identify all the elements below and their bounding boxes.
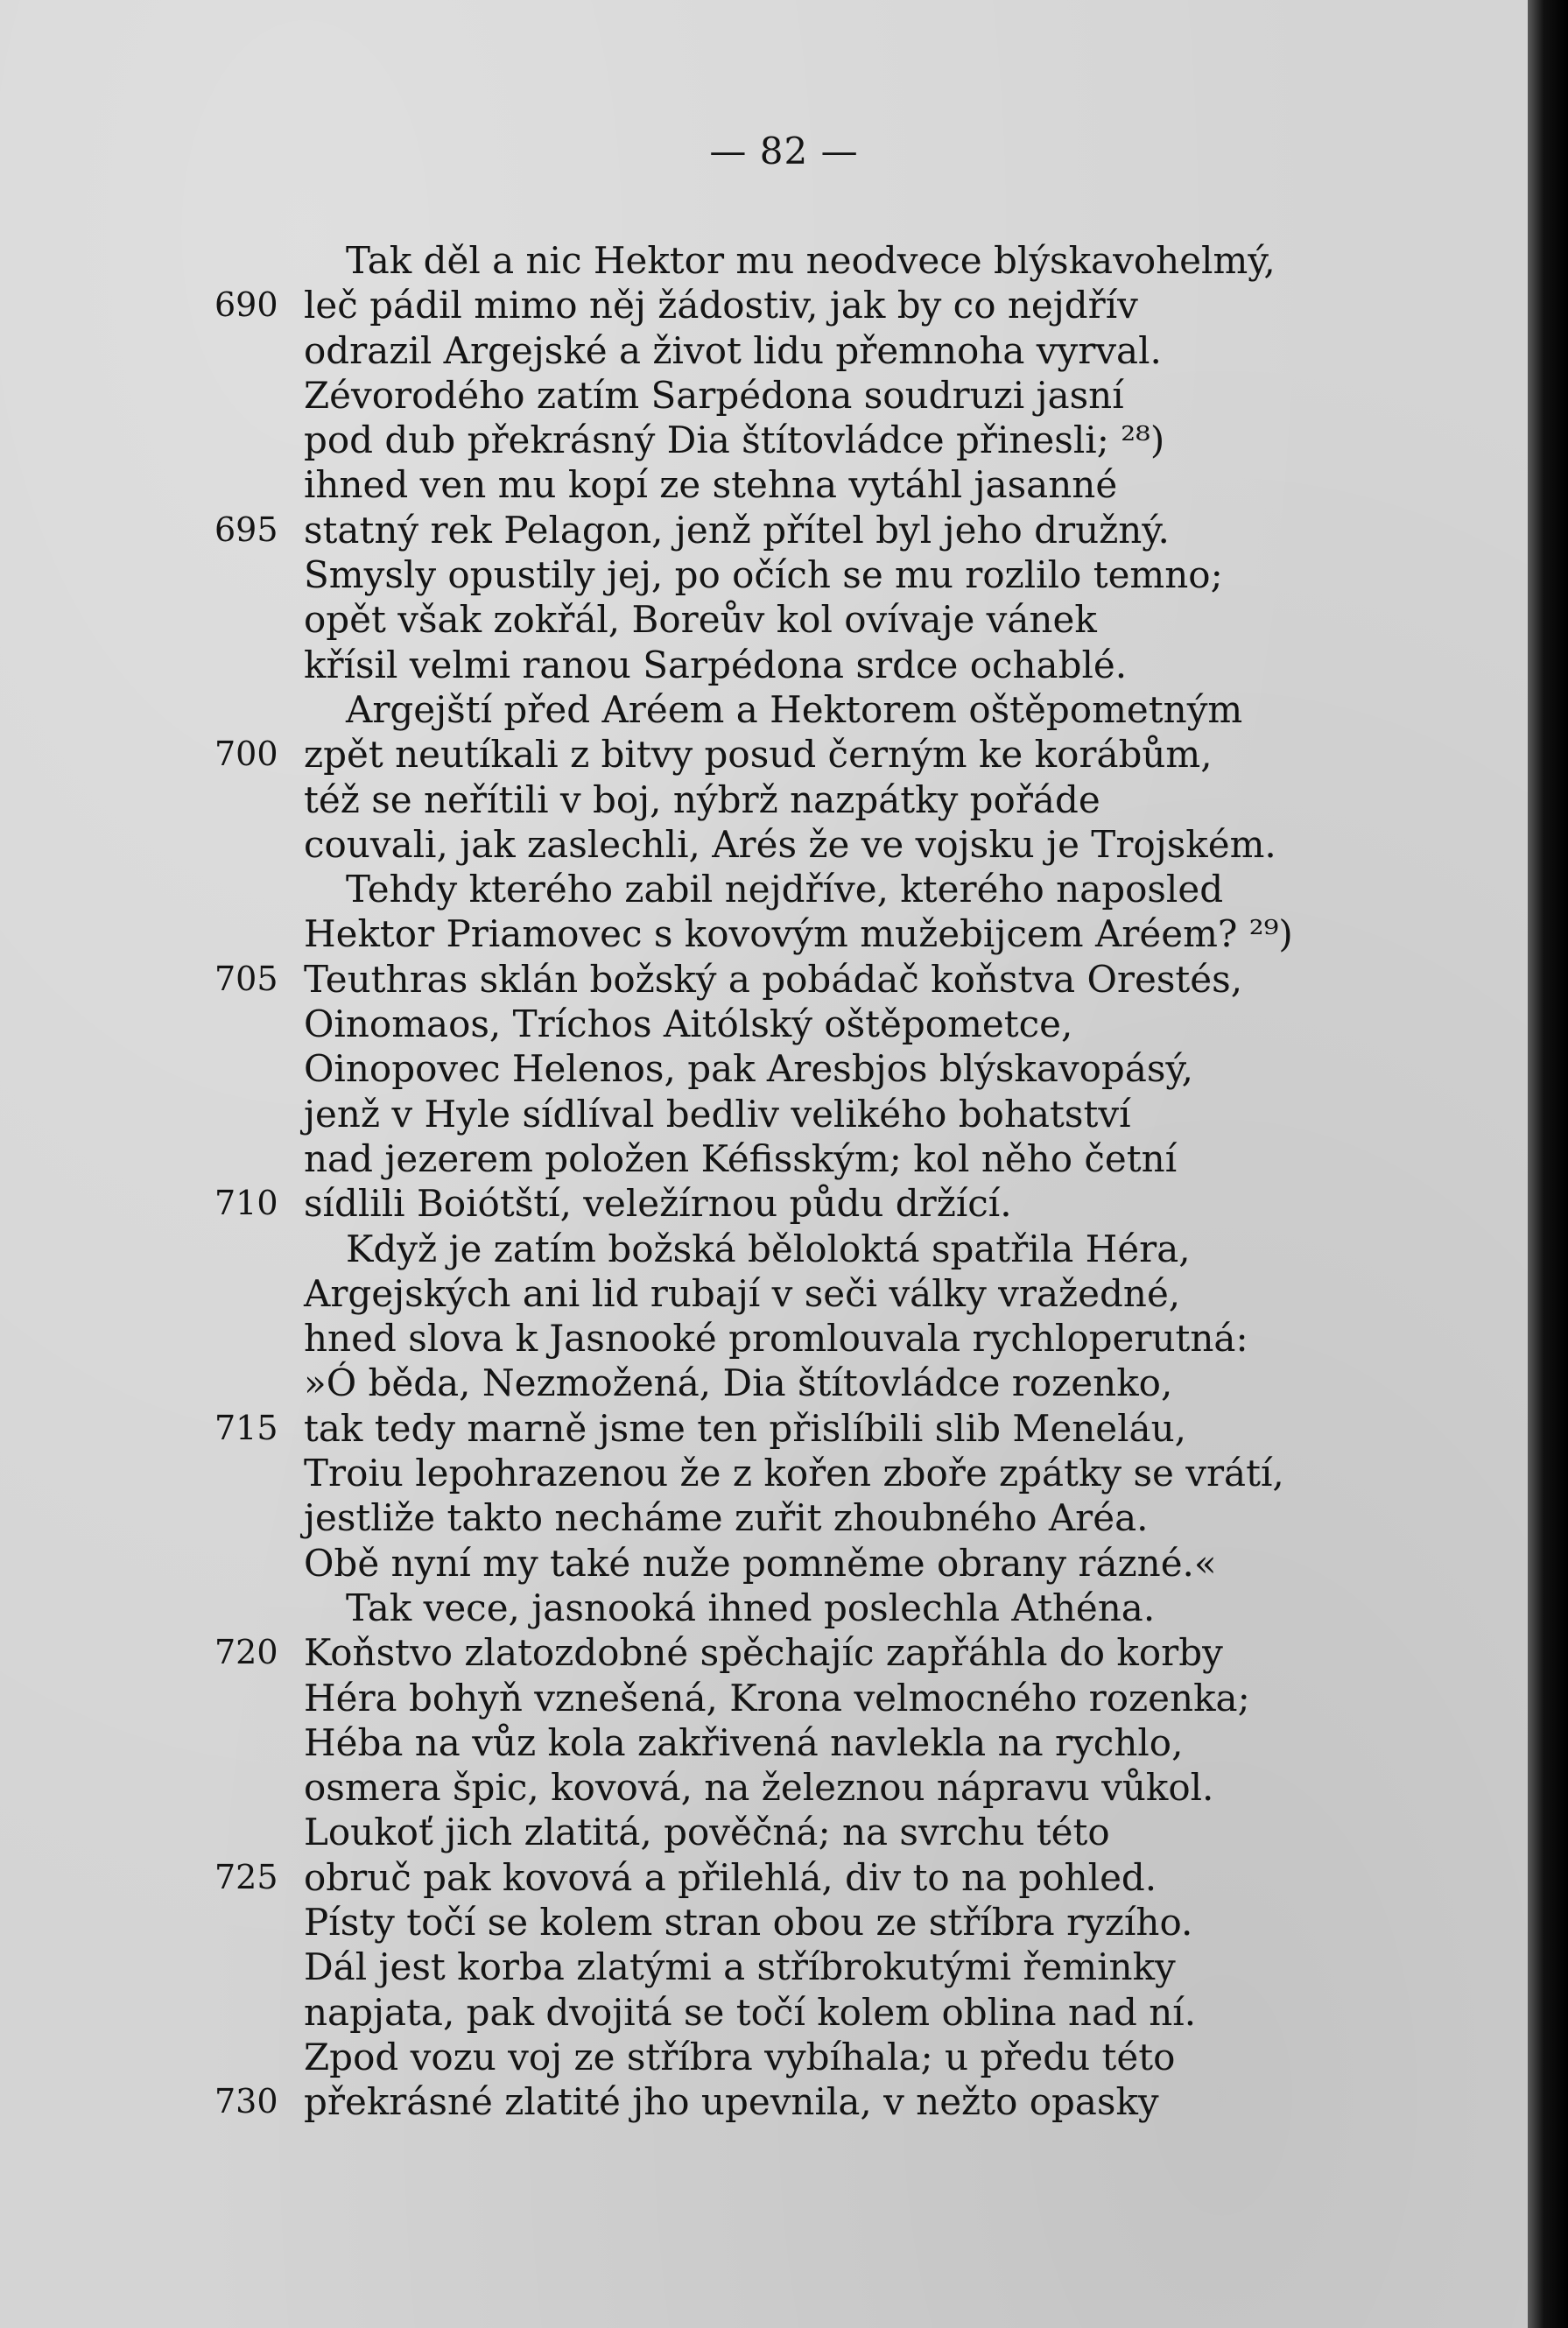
verse-line [0,1900,1528,1945]
verse-line [0,957,1528,1002]
verse-text: Troiu lepohrazenou že z kořen zboře zpátky se vrátí, [304,1452,1284,1495]
verse-text: Zpod vozu voj ze stříbra vybíhala; u předu této [304,2035,1176,2078]
verse-line [0,2079,1528,2124]
verse-line [0,1541,1528,1586]
verse-text: zpět neutíkali z bitvy posud černým ke korábům, [304,733,1213,777]
verse-line [0,552,1528,597]
verse-line [0,1855,1528,1900]
verse-line [0,911,1528,956]
verse-number: 700 [214,735,278,774]
page-number: — 82 — [709,130,859,172]
verse-line [0,2035,1528,2079]
verse-line [0,597,1528,642]
verse-text: leč pádil mimo něj žádostiv, jak by co nejdřív [304,284,1138,327]
verse-text: Dál jest korba zlatými a stříbrokutými řeminky [304,1945,1176,1989]
verse-line [0,1227,1528,1271]
verse-line [0,1361,1528,1405]
verse-text: statný rek Pelagon, jenž přítel byl jeho družný. [304,508,1170,552]
verse-line [0,643,1528,687]
verse-text: tak tedy marně jsme ten přislíbili slib Meneláu, [304,1406,1186,1450]
verse-text: sídlili Boiótští, veležírnou půdu držící. [304,1182,1012,1226]
verse-line [0,1765,1528,1810]
verse-text: křísil velmi ranou Sarpédona srdce ochablé. [304,643,1128,686]
verse-text: též se neřítili v boj, nýbrž nazpátky pořáde [304,777,1100,821]
verse-text: jenž v Hyle sídlíval bedliv velikého bohatství [304,1092,1131,1136]
verse-text: Písty točí se kolem stran obou ze stříbra ryzího. [304,1900,1193,1944]
verse-line [0,1676,1528,1720]
verse-line [0,238,1528,283]
verse-text: jestliže takto necháme zuřit zhoubného Aréa. [304,1496,1149,1540]
verse-number: 730 [214,2082,278,2121]
verse-line [0,1586,1528,1630]
poem-text [0,238,1528,2124]
verse-line [0,777,1528,822]
verse-text: Héba na vůz kola zakřivená navlekla na rychlo, [304,1720,1184,1764]
verse-line [0,508,1528,552]
verse-line [0,418,1528,462]
verse-text: Teuthras sklán božský a pobádač koňstva Orestés, [304,957,1243,1001]
verse-line [0,1810,1528,1854]
verse-text: Tak děl a nic Hektor mu neodvece blýskavohelmý, [346,239,1276,282]
verse-line [0,1002,1528,1046]
verse-line [0,1316,1528,1361]
verse-text: opět však zokřál, Boreův kol ovívaje vánek [304,598,1097,642]
verse-text: překrásné zlatité jho upevnila, v nežto opasky [304,2080,1159,2124]
verse-text: Héra bohyň vznešená, Krona velmocného rozenka; [304,1676,1250,1720]
verse-text: couvali, jak zaslechli, Arés že ve vojsku je Trojském. [304,822,1276,866]
verse-text: Loukoť jich zlatitá, pověčná; na svrchu této [304,1811,1110,1854]
verse-number: 690 [214,285,278,325]
verse-line [0,1720,1528,1765]
verse-line [0,1451,1528,1495]
verse-text: obruč pak kovová a přilehlá, div to na pohled. [304,1855,1157,1899]
verse-line [0,373,1528,418]
verse-number: 705 [214,959,278,998]
verse-text: ihned ven mu kopí ze stehna vytáhl jasanné [304,463,1118,507]
verse-text: »Ó běda, Nezmožená, Dia štítovládce rozenko, [304,1361,1173,1405]
verse-line [0,1271,1528,1316]
verse-line [0,283,1528,327]
verse-line [0,822,1528,867]
verse-line [0,1990,1528,2035]
verse-text: Hektor Priamovec s kovovým mužebijcem Aréem? ²⁹) [304,912,1293,956]
verse-line [0,1495,1528,1540]
verse-line [0,1406,1528,1451]
verse-line [0,867,1528,911]
verse-line [0,732,1528,777]
verse-line [0,1092,1528,1136]
verse-text: Tehdy kterého zabil nejdříve, kterého naposled [346,868,1224,911]
verse-text: Když je zatím božská běloloktá spatřila Héra, [346,1227,1191,1270]
verse-text: hned slova k Jasnooké promlouvala rychloperutná: [304,1317,1248,1361]
verse-text: nad jezerem položen Kéfisským; kol něho četní [304,1136,1178,1180]
verse-text: Koňstvo zlatozdobné spěchajíc zapřáhla do korby [304,1631,1223,1675]
verse-line [0,328,1528,373]
verse-text: Argejských ani lid rubají v seči války vražedné, [304,1271,1181,1315]
book-spine-edge [1528,0,1568,2328]
verse-text: pod dub překrásný Dia štítovládce přinesli; ²⁸) [304,418,1165,462]
verse-line [0,1136,1528,1181]
verse-text: Obě nyní my také nuže pomněme obrany rázné.« [304,1541,1217,1585]
verse-text: Smysly opustily jej, po očích se mu rozlilo temno; [304,553,1223,597]
verse-number: 695 [214,510,278,549]
verse-number: 725 [214,1857,278,1896]
verse-text: Tak vece, jasnooká ihned poslechla Athéna. [346,1586,1156,1629]
verse-text: Oinomaos, Tríchos Aitólský oštěpometce, [304,1002,1073,1046]
verse-text: osmera špic, kovová, na železnou nápravu vůkol. [304,1766,1214,1810]
verse-text: napjata, pak dvojitá se točí kolem oblina nad ní. [304,1990,1197,2034]
verse-line [0,687,1528,732]
verse-number: 715 [214,1408,278,1447]
verse-text: Argejští před Aréem a Hektorem oštěpometným [346,687,1243,731]
verse-number: 720 [214,1633,278,1672]
verse-line [0,1945,1528,1989]
verse-line [0,1046,1528,1091]
verse-text: odrazil Argejské a život lidu přemnoha vyrval. [304,328,1162,372]
verse-line [0,462,1528,507]
verse-text: Zévorodého zatím Sarpédona soudruzi jasní [304,373,1124,417]
verse-line [0,1181,1528,1226]
verse-line [0,1630,1528,1675]
verse-text: Oinopovec Helenos, pak Aresbjos blýskavopásý, [304,1047,1193,1091]
verse-number: 710 [214,1184,278,1223]
